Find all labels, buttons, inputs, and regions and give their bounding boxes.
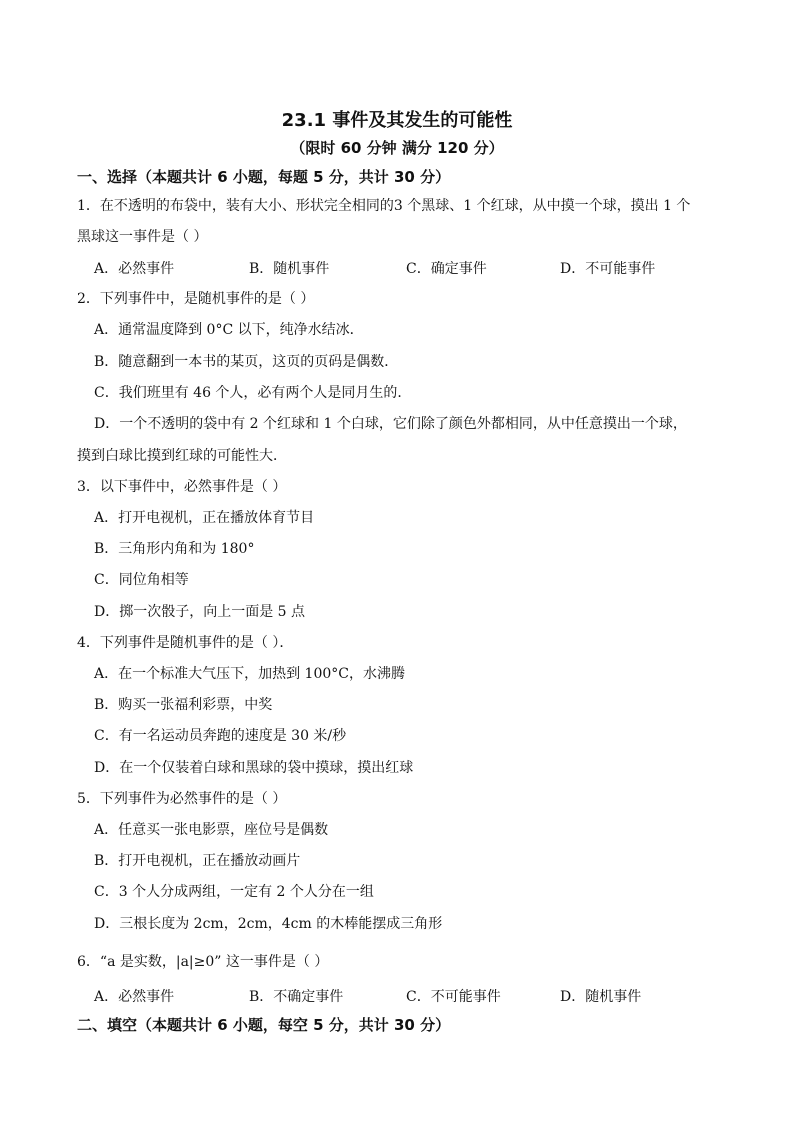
question-6-options xyxy=(94,986,714,1006)
question-3-option-c: C．同位角相等 xyxy=(94,572,189,588)
question-6-stem: 6．“a 是实数，|a|≥0” 这一事件是（ ） xyxy=(77,954,329,970)
question-4-stem: 4．下列事件是随机事件的是（ ）． xyxy=(77,635,294,651)
question-3-option-d: D．掷一次骰子，向上一面是 5 点 xyxy=(94,604,306,620)
question-2-option-c: C．我们班里有 46 个人，必有两个人是同月生的． xyxy=(94,385,412,401)
section-heading-fill: 二、填空（本题共计 6 小题，每空 5 分，共计 30 分） xyxy=(77,1016,451,1034)
question-4-option-a: A．在一个标准大气压下，加热到 100°C，水沸腾 xyxy=(94,666,405,682)
question-5-option-a: A．任意买一张电影票，座位号是偶数 xyxy=(94,822,329,838)
question-1-option-c: C．确定事件 xyxy=(406,261,487,277)
question-4-option-c: C．有一名运动员奔跑的速度是 30 米/秒 xyxy=(94,728,347,744)
question-6-option-a: A．必然事件 xyxy=(94,989,175,1005)
question-1-option-a: A．必然事件 xyxy=(94,261,175,277)
question-3-option-a: A．打开电视机，正在播放体育节目 xyxy=(94,510,315,526)
question-1-stem: 1．在不透明的布袋中，装有大小、形状完全相同的3 个黑球、1 个红球，从中摸一个球，摸出 1 个 xyxy=(77,198,691,214)
question-6-option-b: B．不确定事件 xyxy=(249,989,344,1005)
question-2-option-b: B．随意翻到一本书的某页，这页的页码是偶数． xyxy=(94,354,399,370)
question-5-stem: 5．下列事件为必然事件的是（ ） xyxy=(77,791,287,807)
question-2-option-a: A．通常温度降到 0°C 以下，纯净水结冰． xyxy=(94,322,364,338)
section-heading-choice: 一、选择（本题共计 6 小题，每题 5 分，共计 30 分） xyxy=(77,168,451,186)
page-subtitle: （限时 60 分钟 满分 120 分） xyxy=(290,139,504,157)
question-5-option-d: D．三根长度为 2cm，2cm，4cm 的木棒能摆成三角形 xyxy=(94,916,443,932)
question-2-option-d-cont: 摸到白球比摸到红球的可能性大． xyxy=(77,448,287,464)
question-6-option-c: C．不可能事件 xyxy=(406,989,501,1005)
question-3-stem: 3．以下事件中，必然事件是（ ） xyxy=(77,479,287,495)
page-title: 23.1 事件及其发生的可能性 xyxy=(281,110,513,131)
question-2-option-d: D．一个不透明的袋中有 2 个红球和 1 个白球，它们除了颜色外都相同，从中任意摸出一个球， xyxy=(94,416,687,432)
question-4-option-d: D．在一个仅装着白球和黑球的袋中摸球，摸出红球 xyxy=(94,760,414,776)
question-1-option-d: D．不可能事件 xyxy=(560,261,656,277)
question-1-stem-cont: 黑球这一事件是（ ） xyxy=(77,229,208,245)
question-6-option-d: D．随机事件 xyxy=(560,989,642,1005)
question-2-stem: 2．下列事件中，是随机事件的是（ ） xyxy=(77,291,315,307)
question-5-option-b: B．打开电视机，正在播放动画片 xyxy=(94,853,301,869)
question-4-option-b: B．购买一张福利彩票，中奖 xyxy=(94,697,273,713)
question-1-options xyxy=(94,258,714,278)
question-5-option-c: C．3 个人分成两组，一定有 2 个人分在一组 xyxy=(94,884,374,900)
question-1-option-b: B．随机事件 xyxy=(249,261,330,277)
question-3-option-b: B．三角形内角和为 180° xyxy=(94,541,255,557)
